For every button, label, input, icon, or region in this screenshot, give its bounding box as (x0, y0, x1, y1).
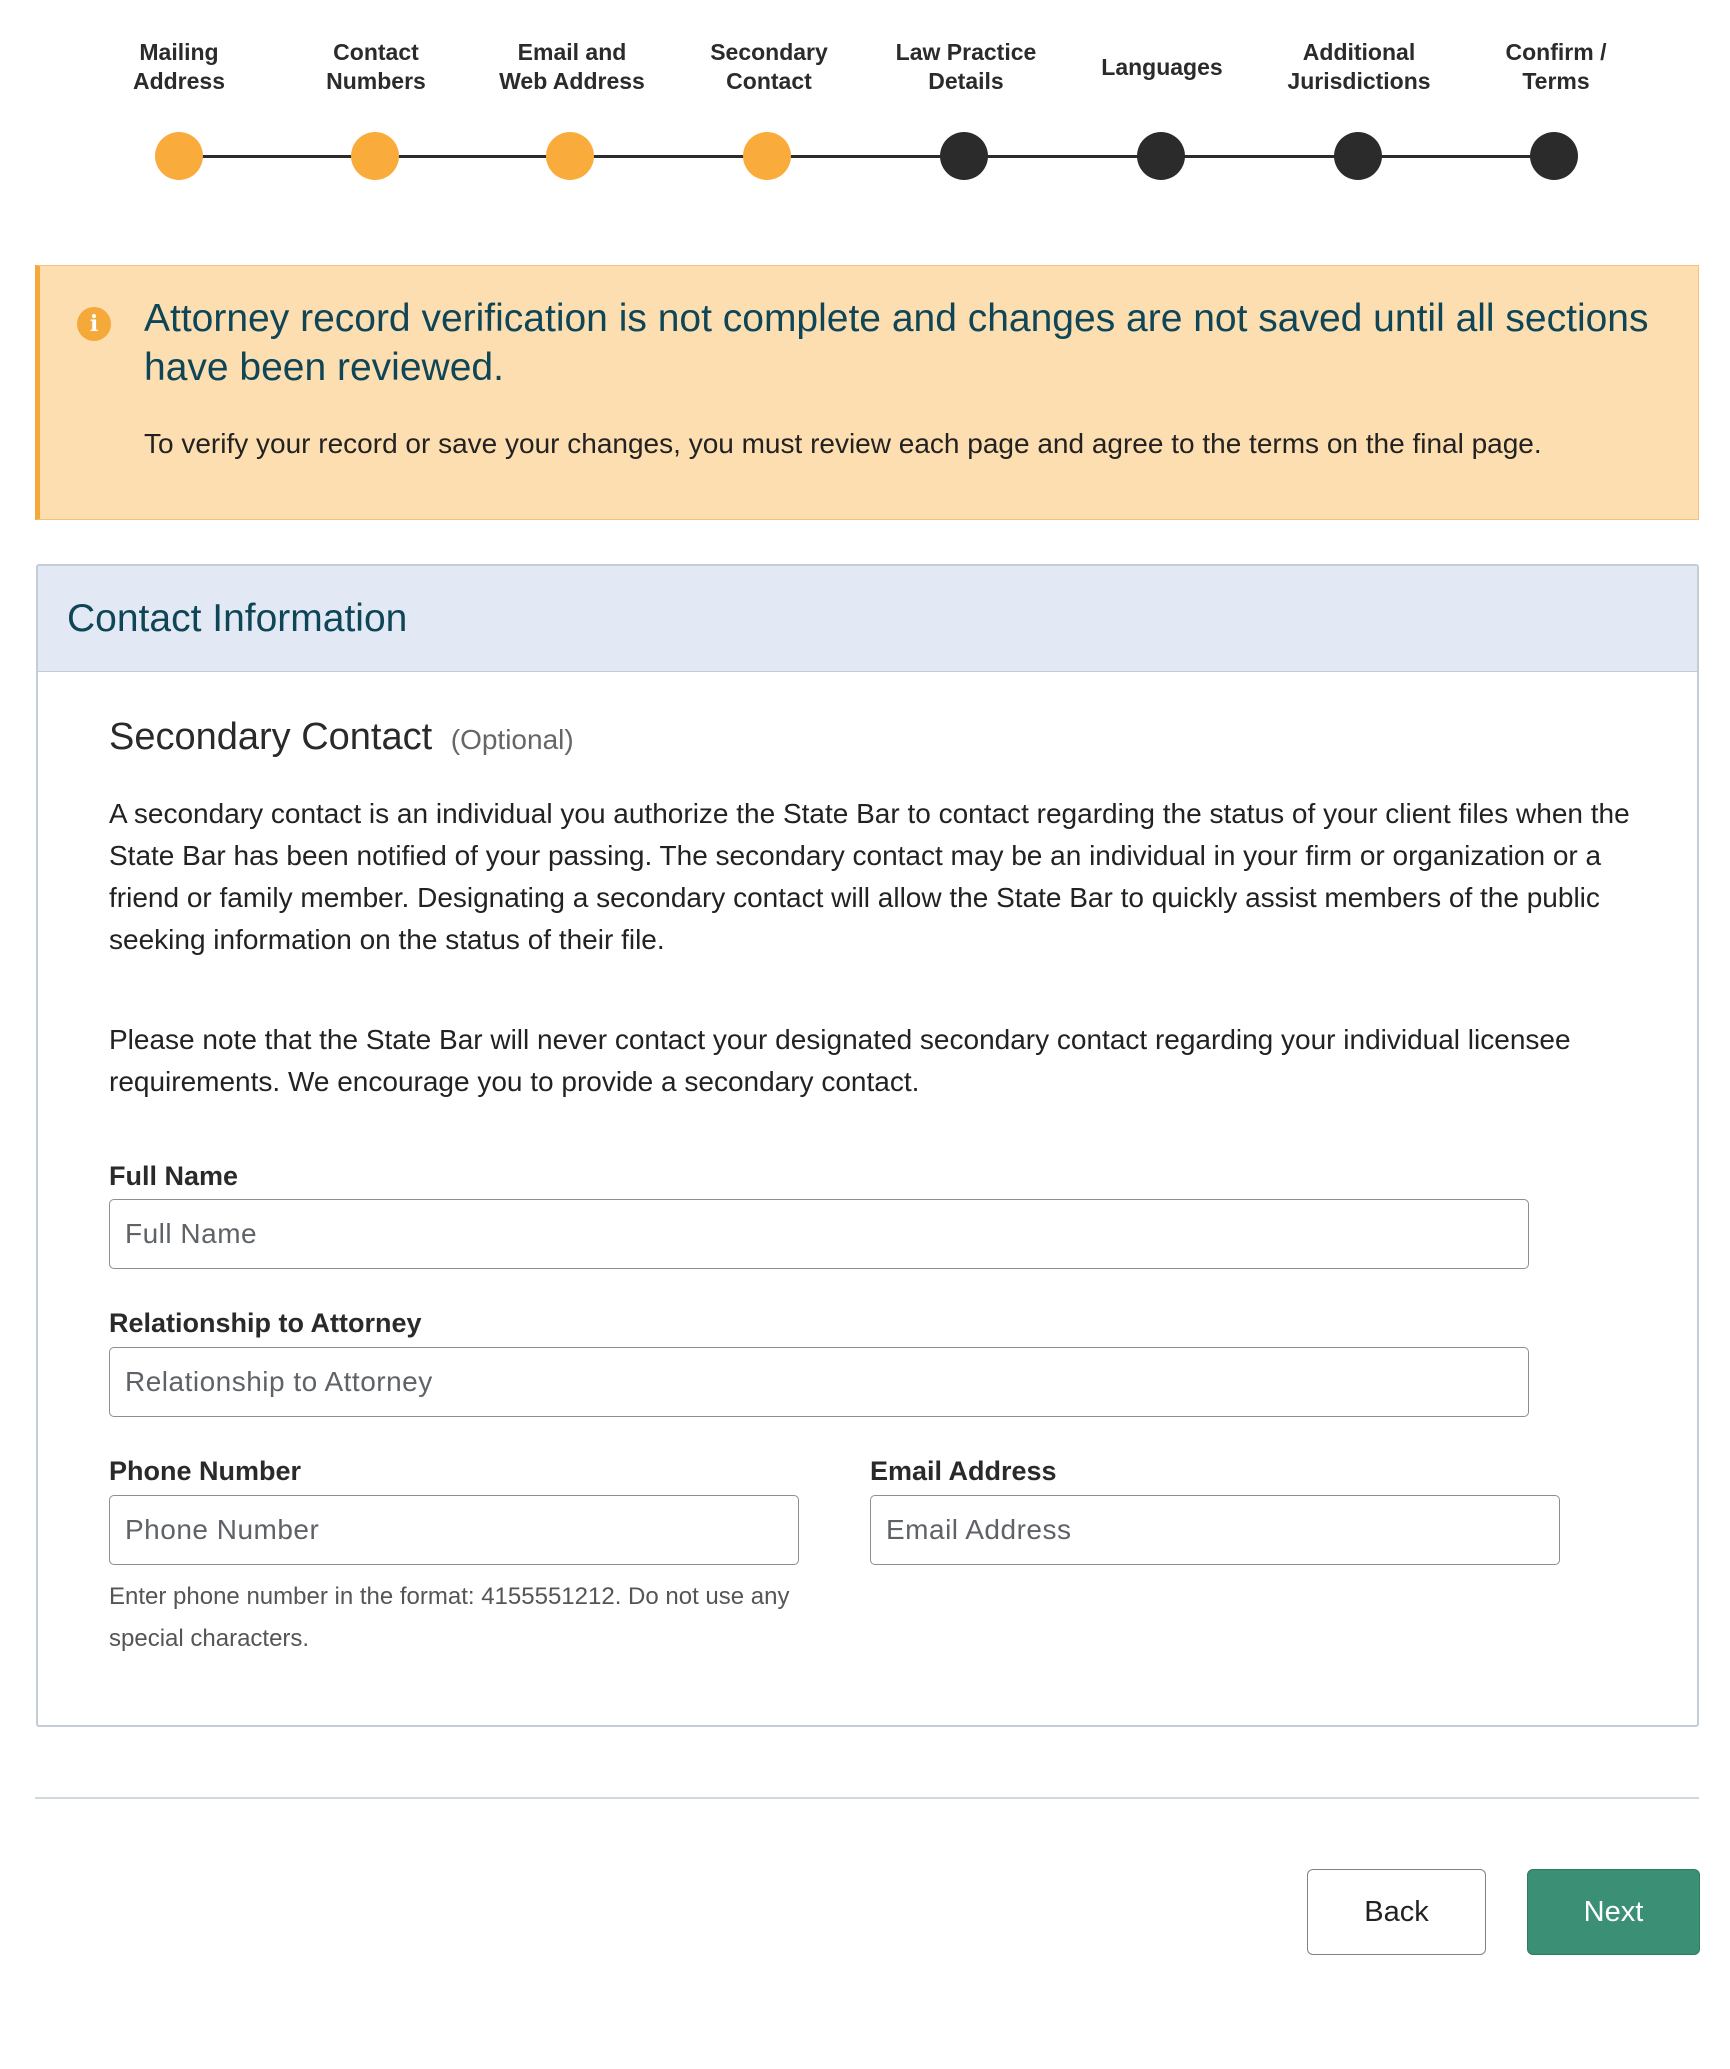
section-title-text: Secondary Contact (109, 716, 433, 758)
step-contact-numbers[interactable] (278, 38, 474, 96)
contact-information-card (36, 564, 1699, 1727)
relationship-label: Relationship to Attorney (109, 1308, 422, 1338)
step-current-dot (743, 132, 791, 180)
step-languages[interactable] (1064, 38, 1260, 96)
step-label: Secondary Contact (710, 39, 828, 94)
step-complete-dot (155, 132, 203, 180)
section-title (109, 716, 574, 759)
info-icon: i (77, 307, 111, 341)
step-label: Confirm / Terms (1505, 39, 1607, 94)
alert-body: To verify your record or save your changes, you must review each page and agree to the terms on the final page. (144, 428, 1542, 459)
step-label: Contact Numbers (326, 39, 426, 94)
step-label: Law Practice Details (895, 39, 1037, 94)
footer-divider (35, 1797, 1699, 1799)
back-button[interactable]: Back (1307, 1869, 1486, 1955)
step-email-web-address[interactable] (474, 38, 670, 96)
step-label: Email and Web Address (499, 39, 645, 94)
email-address-label: Email Address (870, 1456, 1057, 1486)
step-pending-dot (1137, 132, 1185, 180)
phone-number-input[interactable] (109, 1495, 799, 1565)
step-label: Languages (1101, 53, 1223, 80)
step-pending-dot (1334, 132, 1382, 180)
verification-warning-alert (35, 265, 1699, 520)
phone-number-label: Phone Number (109, 1456, 302, 1486)
full-name-input[interactable] (109, 1199, 1529, 1269)
email-address-input[interactable] (870, 1495, 1560, 1565)
step-additional-jurisdictions[interactable] (1261, 38, 1457, 96)
step-confirm-terms[interactable] (1458, 38, 1654, 96)
phone-format-hint: Enter phone number in the format: 4155551212. Do not use any special characters. (109, 1583, 790, 1652)
step-label: Additional Jurisdictions (1287, 39, 1431, 94)
next-button[interactable]: Next (1527, 1869, 1700, 1955)
full-name-label: Full Name (109, 1161, 239, 1191)
relationship-input[interactable] (109, 1347, 1529, 1417)
card-header (38, 566, 1697, 672)
secondary-contact-note: Please note that the State Bar will never contact your designated secondary contact regarding your individual licensee requirements. We encourage you to provide a secondary contact. (109, 1024, 1571, 1097)
step-mailing-address[interactable] (81, 38, 277, 96)
step-law-practice-details[interactable] (868, 38, 1064, 96)
step-complete-dot (546, 132, 594, 180)
card-title: Contact Information (67, 596, 408, 640)
step-pending-dot (1530, 132, 1578, 180)
step-label: Mailing Address (132, 39, 226, 94)
step-complete-dot (351, 132, 399, 180)
secondary-contact-description: A secondary contact is an individual you authorize the State Bar to contact regarding the status of your client files when the State Bar has been notified of your passing. The secondary contact may be an individual in your firm or organization or a friend or family member. Designating a secondary contact will allow the State Bar to quickly assist members of the public seeking information on the status of their file. (109, 798, 1630, 955)
step-pending-dot (940, 132, 988, 180)
optional-tag: (Optional) (450, 724, 574, 755)
alert-title: Attorney record verification is not complete and changes are not saved until all sections have been reviewed. (144, 297, 1649, 389)
progress-stepper (0, 0, 1730, 200)
step-secondary-contact[interactable] (671, 38, 867, 96)
